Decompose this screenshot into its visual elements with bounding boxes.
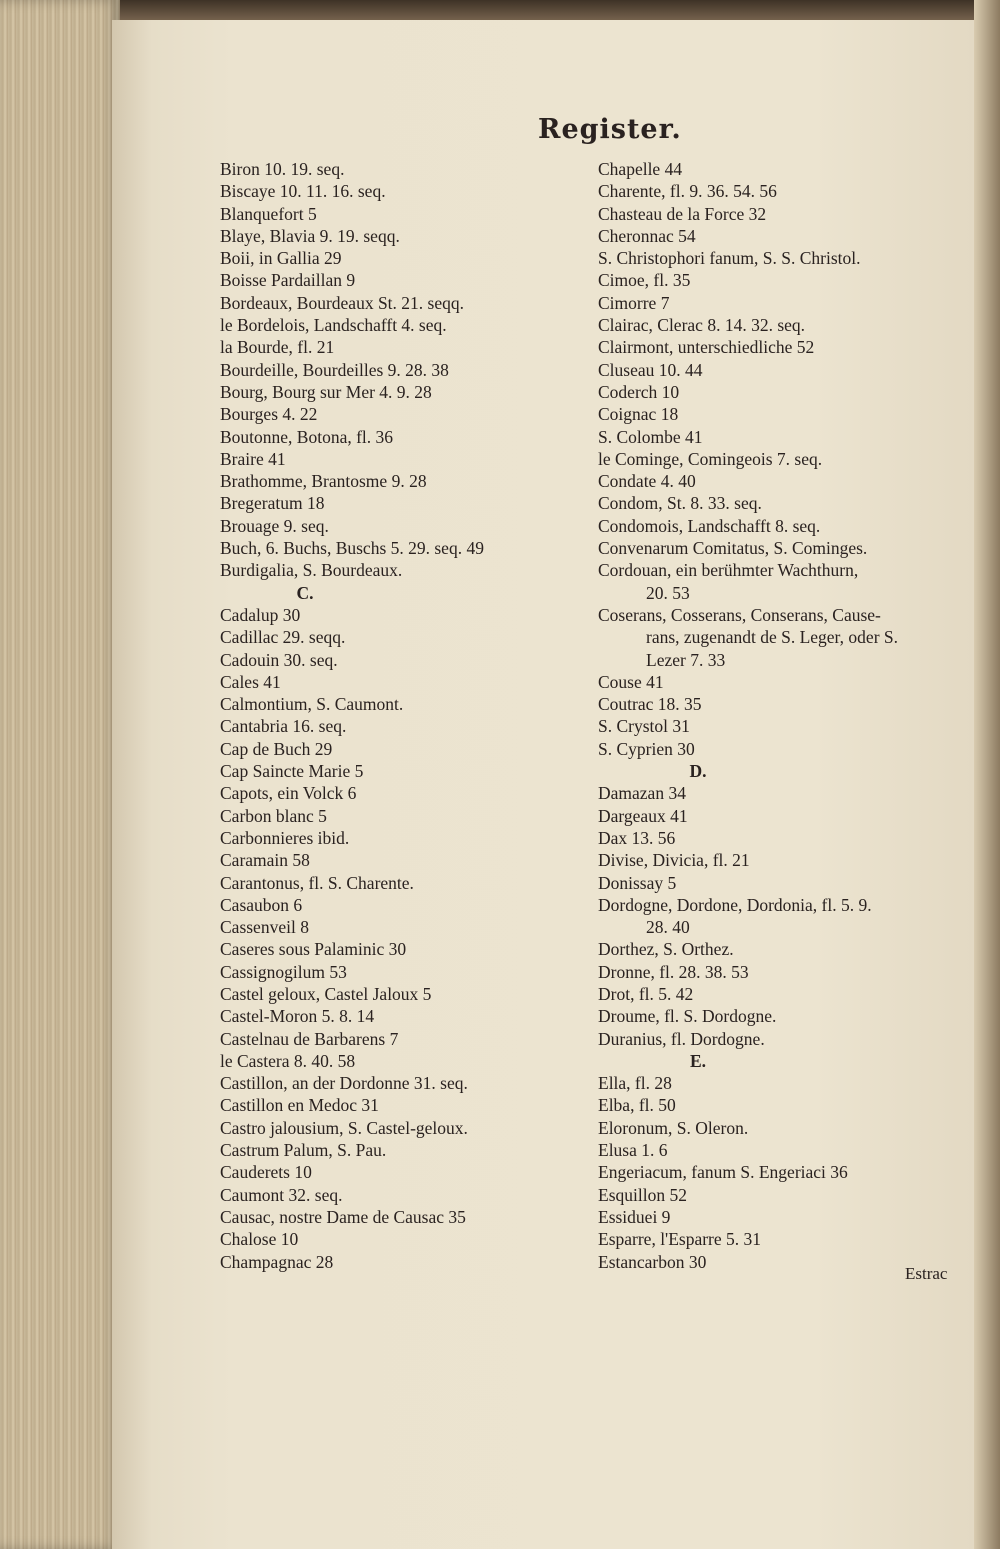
page-stack-edge xyxy=(0,0,120,1549)
index-entry: le Castera 8. 40. 58 xyxy=(220,1050,356,1071)
index-entry: Condom, St. 8. 33. seq. xyxy=(598,493,762,514)
index-entry: Boutonne, Botona, fl. 36 xyxy=(220,426,394,447)
index-entry: Cauderets 10 xyxy=(220,1162,312,1183)
index-entry: Cluseau 10. 44 xyxy=(598,359,703,380)
index-entry: Estancarbon 30 xyxy=(598,1251,707,1272)
index-entry: Cheronnac 54 xyxy=(598,225,696,246)
index-entry: Cadouin 30. seq. xyxy=(220,649,338,670)
index-entry: Droume, fl. S. Dordogne. xyxy=(598,1006,777,1027)
catchword: Estrac xyxy=(905,1264,948,1283)
index-entry: C. xyxy=(296,582,314,603)
index-entry: Carbon blanc 5 xyxy=(220,805,327,826)
index-entry: Lezer 7. 33 xyxy=(646,649,726,670)
book-right-edge xyxy=(974,0,1000,1549)
index-entry: Cassenveil 8 xyxy=(220,917,309,938)
index-entry: rans, zugenandt de S. Leger, oder S. xyxy=(646,627,898,648)
index-entry: Coderch 10 xyxy=(598,381,680,402)
index-entry: Cap Saincte Marie 5 xyxy=(220,761,364,782)
index-entry: Eloronum, S. Oleron. xyxy=(598,1117,749,1138)
index-entry: Castillon, an der Dordonne 31. seq. xyxy=(220,1073,468,1094)
index-entry: Esparre, l'Esparre 5. 31 xyxy=(598,1229,762,1250)
index-entry: Engeriacum, fanum S. Engeriaci 36 xyxy=(598,1162,848,1183)
index-entry: Drot, fl. 5. 42 xyxy=(598,983,694,1004)
index-entry: Burdigalia, S. Bourdeaux. xyxy=(220,560,403,581)
index-entry: le Cominge, Comingeois 7. seq. xyxy=(598,448,823,469)
index-entry: Damazan 34 xyxy=(598,783,686,804)
index-entry: Bordeaux, Bourdeaux St. 21. seqq. xyxy=(220,292,464,313)
index-entry: Calmontium, S. Caumont. xyxy=(220,694,404,715)
index-entry: E. xyxy=(689,1050,707,1071)
index-entry: Elusa 1. 6 xyxy=(598,1140,668,1161)
index-entry: Castel-Moron 5. 8. 14 xyxy=(220,1006,375,1027)
index-entry: Coignac 18 xyxy=(598,404,679,425)
index-entry: Esquillon 52 xyxy=(598,1184,687,1205)
index-entry: Carbonnieres ibid. xyxy=(220,827,350,848)
index-entry: Dorthez, S. Orthez. xyxy=(598,939,734,960)
index-entry: Chalose 10 xyxy=(220,1229,299,1250)
index-entry: S. Crystol 31 xyxy=(598,716,690,737)
index-entry: Elba, fl. 50 xyxy=(598,1095,676,1116)
index-entry: Cantabria 16. seq. xyxy=(220,716,347,737)
index-entry: Coutrac 18. 35 xyxy=(598,694,702,715)
index-entry: Cadillac 29. seqq. xyxy=(220,627,346,648)
index-entry: Ella, fl. 28 xyxy=(598,1073,672,1094)
index-entry: Castro jalousium, S. Castel-geloux. xyxy=(220,1117,468,1138)
index-entry: la Bourde, fl. 21 xyxy=(220,337,335,358)
index-entry: 20. 53 xyxy=(646,582,690,603)
index-entry: Caumont 32. seq. xyxy=(220,1184,343,1205)
index-entry: Biscaye 10. 11. 16. seq. xyxy=(220,181,386,202)
index-entry: Blanquefort 5 xyxy=(220,203,317,224)
index-entry: Dronne, fl. 28. 38. 53 xyxy=(598,961,749,982)
index-entry: Bourg, Bourg sur Mer 4. 9. 28 xyxy=(220,381,432,402)
index-entry: Champagnac 28 xyxy=(220,1251,334,1272)
index-entry: Charente, fl. 9. 36. 54. 56 xyxy=(598,181,777,202)
index-entry: Causac, nostre Dame de Causac 35 xyxy=(220,1206,466,1227)
index-entry: S. Colombe 41 xyxy=(598,426,703,447)
index-entry: le Bordelois, Landschafft 4. seq. xyxy=(220,315,447,336)
index-entry: D. xyxy=(689,761,707,782)
index-entry: Castrum Palum, S. Pau. xyxy=(220,1140,387,1161)
index-entry: Couse 41 xyxy=(598,671,664,692)
index-entry: Buch, 6. Buchs, Buschs 5. 29. seq. 49 xyxy=(220,538,484,559)
index-entry: Brathomme, Brantosme 9. 28 xyxy=(220,471,427,492)
index-entry: S. Cyprien 30 xyxy=(598,738,695,759)
index-entry: Cassignogilum 53 xyxy=(220,961,347,982)
index-entry: Cimoe, fl. 35 xyxy=(598,270,691,291)
index-entry: Bourges 4. 22 xyxy=(220,404,318,425)
index-entry: Capots, ein Volck 6 xyxy=(220,783,357,804)
index-entry: Condate 4. 40 xyxy=(598,471,696,492)
left-column xyxy=(220,158,590,1273)
index-entry: S. Christophori fanum, S. S. Christol. xyxy=(598,248,861,269)
index-entry: Cordouan, ein berühmter Wachthurn, xyxy=(598,560,859,581)
index-entry: Divise, Divicia, fl. 21 xyxy=(598,850,750,871)
index-entry: 28. 40 xyxy=(646,917,690,938)
index-entry: Essiduei 9 xyxy=(598,1206,671,1227)
index-entry: Dargeaux 41 xyxy=(598,805,688,826)
index-entry: Coserans, Cosserans, Conserans, Cause- xyxy=(598,604,881,625)
index-entry: Dax 13. 56 xyxy=(598,827,676,848)
index-entry: Biron 10. 19. seq. xyxy=(220,159,345,179)
index-entry: Castillon en Medoc 31 xyxy=(220,1095,379,1116)
index-entry: Bregeratum 18 xyxy=(220,493,325,514)
index-entry: Cap de Buch 29 xyxy=(220,738,333,759)
index-entry: Clairmont, unterschiedliche 52 xyxy=(598,337,815,358)
index-entry: Cadalup 30 xyxy=(220,604,301,625)
right-column xyxy=(598,158,968,1273)
index-entry: Cales 41 xyxy=(220,671,281,692)
index-entry: Chasteau de la Force 32 xyxy=(598,203,767,224)
index-entry: Caramain 58 xyxy=(220,850,310,871)
index-entry: Boisse Pardaillan 9 xyxy=(220,270,356,291)
index-entry: Duranius, fl. Dordogne. xyxy=(598,1028,765,1049)
index-entry: Castelnau de Barbarens 7 xyxy=(220,1028,399,1049)
index-entry: Donissay 5 xyxy=(598,872,677,893)
index-entry: Cimorre 7 xyxy=(598,292,670,313)
index-entry: Caseres sous Palaminic 30 xyxy=(220,939,407,960)
index-entry: Condomois, Landschafft 8. seq. xyxy=(598,515,821,536)
index-entry: Boii, in Gallia 29 xyxy=(220,248,342,269)
index-entry: Blaye, Blavia 9. 19. seqq. xyxy=(220,225,400,246)
page-title: Register. xyxy=(538,114,682,145)
index-entry: Dordogne, Dordone, Dordonia, fl. 5. 9. xyxy=(598,894,872,915)
index-entry: Chapelle 44 xyxy=(598,159,683,179)
index-entry: Braire 41 xyxy=(220,448,286,469)
index-entry: Brouage 9. seq. xyxy=(220,515,329,536)
index-entry: Convenarum Comitatus, S. Cominges. xyxy=(598,538,868,559)
index-entry: Castel geloux, Castel Jaloux 5 xyxy=(220,983,432,1004)
book-top-edge xyxy=(0,0,1000,22)
index-entry: Clairac, Clerac 8. 14. 32. seq. xyxy=(598,315,806,336)
index-entry: Casaubon 6 xyxy=(220,894,303,915)
index-entry: Carantonus, fl. S. Charente. xyxy=(220,872,414,893)
index-entry: Bourdeille, Bourdeilles 9. 28. 38 xyxy=(220,359,449,380)
